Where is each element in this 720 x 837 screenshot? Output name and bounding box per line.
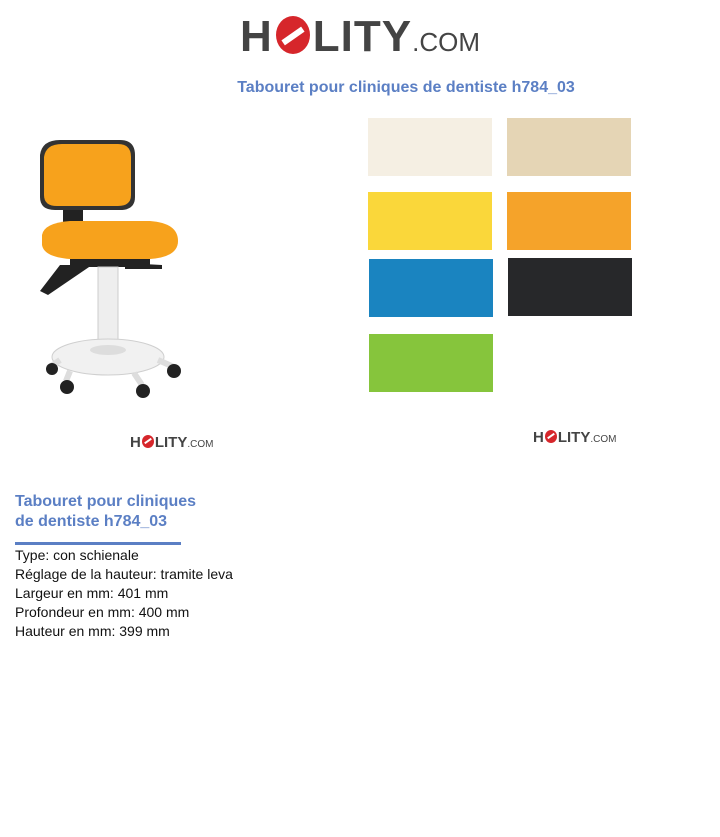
logo-domain: .COM [187, 439, 214, 450]
logo-prefix: H [533, 429, 544, 446]
spec-height-adjustment: Réglage de la hauteur: tramite leva [15, 566, 233, 582]
holity-logo-small [130, 434, 213, 451]
logo-domain: .COM [590, 434, 617, 445]
holity-logo[interactable] [240, 12, 480, 62]
logo-prefix: H [240, 12, 273, 61]
logo-suffix: LITY [312, 12, 413, 61]
spec-depth: Profondeur en mm: 400 mm [15, 604, 190, 620]
spec-type: Type: con schienale [15, 547, 139, 563]
page-title: Tabouret pour cliniques de dentiste h784_03 [237, 79, 575, 96]
color-swatch[interactable] [369, 334, 493, 392]
logo-o-icon [276, 16, 310, 54]
logo-o-icon [545, 430, 557, 443]
title-divider [15, 542, 181, 545]
color-swatch[interactable] [507, 118, 631, 176]
color-swatch[interactable] [369, 259, 493, 317]
holity-logo-small [533, 429, 616, 446]
spec-list [15, 546, 233, 641]
product-title [15, 492, 235, 532]
logo-suffix: LITY [557, 429, 591, 446]
spec-width: Largeur en mm: 401 mm [15, 585, 169, 601]
dental-stool-image [30, 135, 190, 405]
logo-prefix: H [130, 434, 141, 451]
product-title-line: Tabouret pour cliniques [15, 493, 197, 510]
color-swatch[interactable] [368, 118, 492, 176]
spec-height: Hauteur en mm: 399 mm [15, 623, 170, 639]
color-swatch[interactable] [507, 192, 631, 250]
logo-suffix: LITY [154, 434, 188, 451]
color-swatch[interactable] [368, 192, 492, 250]
color-swatch[interactable] [508, 258, 632, 316]
logo-domain: .COM [412, 27, 480, 57]
product-title-line: de dentiste h784_03 [15, 513, 168, 530]
logo-o-icon [142, 435, 154, 448]
